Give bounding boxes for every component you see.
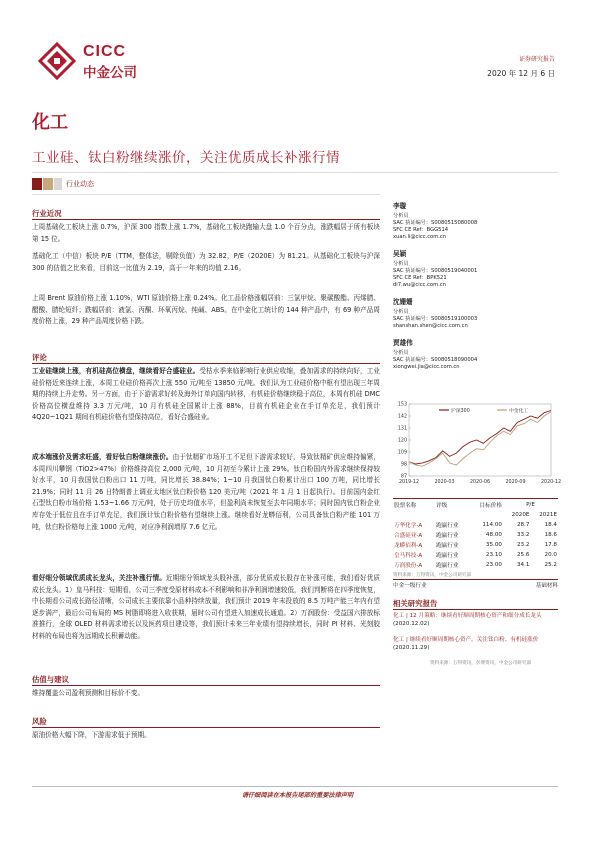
- analyst-role: 分析员: [393, 309, 409, 315]
- comment-p2-body: 由于钛精矿市场开工不足但下游需求较好，导致钛精矿供应维持偏紧，本周四川攀钢（TiO2>47%）价格维持高位 2,000 元/吨，10 月初至今累计上涨 29%。钛白粉国内外需求继续保持较好水平，10 月我国钛白粉出口 11 万吨，同比增长 38.84%；1~10 月我国钛白粉累计出口 100 万吨，同比增长 21.9%；同时 11 月 26 日特朗普上调亚太地区钛白粉价格 120 美元/吨（2021 年 1 月 1 日起执行）。目前国内金红石型钛白粉市场价格 1.53~1.66 万元/吨，处于历史均值水平，但盈利尚未恢复至去年同期水平；同时国内钛白粉企业库存处于低位且在手订单充足，我们预计钛白粉价格有望继续上涨。继续看好龙蟒佰利，公司具备钛白粉产能 101 万吨，钛白粉价格每上涨 1000 元/吨，对应净利润增厚 7.6 亿元。: [32, 453, 380, 531]
- table-year-row: [393, 510, 558, 520]
- comment-paragraph-2: [32, 452, 380, 533]
- y-tick-label: 98: [400, 462, 407, 468]
- stock-target: 114.00: [482, 522, 502, 528]
- risk-title: 风险: [32, 717, 47, 726]
- analyst-email[interactable]: di7.wu@cicc.com.cn: [393, 282, 446, 288]
- industry-value: 基础材料: [535, 583, 558, 589]
- x-tick-label: 2019-12: [398, 480, 420, 485]
- stock-rating: 跑赢行业: [436, 523, 459, 529]
- overview-paragraph-2: 基础化工（中信）板块 P/E（TTM，整体法，剔除负值）为 32.82，P/E（2020E）为 81.21。从基础化工板块与沪深 300 的估值之比来看，目前这一比值为 2.19，高于一年来的均值 2.16。: [32, 252, 380, 272]
- stock-target: 23.00: [485, 562, 502, 568]
- y-tick-label: 153: [397, 402, 407, 408]
- comment-paragraph-3: [32, 573, 380, 643]
- tag-blocks: [32, 178, 62, 190]
- report-type: 证券研究报告: [518, 56, 555, 63]
- stock-rating: 跑赢行业: [436, 553, 459, 559]
- comment-p2-lead: 成本端涨价及需求旺盛，看好钛白粉继续涨价。: [32, 453, 173, 461]
- related-item-date: (2020.12.02): [393, 621, 430, 627]
- analyst-sac: SAC 执证编号：S0080515080008: [393, 220, 478, 226]
- stock-rating: 跑赢行业: [436, 563, 459, 569]
- industry-row: [393, 579, 558, 589]
- industry-label: 中金一级行业: [393, 583, 427, 589]
- valuation-paragraph: 维持覆盖公司盈利预测和目标价不变。: [32, 689, 145, 697]
- legend-label: 沪深300: [451, 408, 470, 414]
- overview-paragraph-3: 上周 Brent 原油价格上涨 1.10%，WTI 原油价格上涨 0.24%。化工品价格涨幅居前：三氯甲烷、聚碳酸酯、丙烯腈、醋酸、腈纶短纤；跌幅居前：液氯、丙酮、环氧丙烷、纯碱、ABS。在中金化工统计的 144 种产品中，有 69 种产品周度价格上涨，29 种产品周度价格下跌。: [32, 294, 380, 326]
- y-tick-label: 87: [400, 474, 407, 480]
- analyst-name: 吴颖: [393, 250, 407, 258]
- report-tag: 行业动态: [66, 180, 94, 188]
- stock-rating: 跑赢行业: [436, 543, 459, 549]
- stock-rating: 跑赢行业: [436, 533, 459, 539]
- analyst-name: 贾雄伟: [393, 339, 413, 347]
- stock-pe-2021: 25.2: [544, 562, 557, 568]
- table-header-rating: 评级: [436, 503, 448, 509]
- y-tick-label: 142: [397, 414, 407, 420]
- table-header-target: 目标价格: [479, 503, 502, 509]
- title-rule: [32, 172, 558, 173]
- report-date: 2020 年 12 月 6 日: [487, 69, 555, 78]
- table-row[interactable]: [393, 560, 558, 570]
- x-tick-label: 2020-12: [540, 480, 562, 485]
- related-item-text[interactable]: 化工 | 继续看好顺周期核心资产，关注钛白粉、有机硅涨价: [393, 637, 539, 643]
- risk-paragraph: 原油价格大幅下降，下游需求低于预期。: [32, 731, 151, 739]
- comment-p1-body: 受枯水季来临影响行业供应收缩，叠加需求的持续向好，工业硅价格近来连续上涨，本周工业硅价格再次上涨 550 元/吨至 13850 元/吨。我们认为工业硅价格中枢有望出现三年周期的持续上升走势。另一方面，由于下游需求好转及海外订单向国内转移，有机硅价格继续稳于高位，本周有机硅 DMC 价格高位横盘维持 3.3 万元/吨，10 月有机硅全国累计上涨 88%，目前有机硅企业在手订单充足，我们预计 4Q20~1Q21 期间有机硅价格有望保持高位，看好合盛硅业。: [32, 367, 381, 422]
- footer-rule: [32, 786, 558, 787]
- analyst-role: 分析员: [393, 261, 409, 267]
- y-tick-label: 120: [397, 438, 407, 444]
- company-logo: [38, 42, 168, 80]
- table-row[interactable]: [393, 530, 558, 540]
- analyst-role: 分析员: [393, 213, 409, 219]
- comment-paragraph-1: [32, 366, 380, 424]
- analyst-role: 分析员: [393, 350, 409, 356]
- valuation-rule: [32, 685, 380, 686]
- analyst-name: 李璇: [393, 202, 407, 210]
- table-source: 资料来源：万得资讯，中金公司研究部: [393, 573, 472, 578]
- x-tick-label: 2020-09: [505, 480, 526, 485]
- stock-pe-2021: 18.4: [544, 522, 557, 528]
- headline: 工业硅、钛白粉继续涨价，关注优质成长补涨行情: [32, 150, 340, 166]
- stock-target: 48.00: [485, 532, 502, 538]
- analyst-card: [393, 337, 477, 371]
- related-item[interactable]: [393, 612, 558, 628]
- overview-rule: [32, 219, 380, 220]
- analyst-sac: SAC 执证编号：S0080518090004: [393, 357, 478, 363]
- tag-rule: [32, 194, 380, 195]
- comment-title: 评论: [32, 353, 47, 362]
- stock-name[interactable]: 龙蟒佰利-A: [394, 543, 423, 549]
- line-chart: [393, 398, 562, 488]
- stock-target: 35.00: [485, 542, 502, 548]
- related-source: 资料来源：万得资讯，彭博资讯，中金公司研究部: [430, 661, 532, 666]
- table-header-name: 股票名称: [394, 503, 417, 509]
- logo-cn: 中金公司: [83, 65, 137, 81]
- analyst-sfc: SFC CE Ref：BGG514: [393, 227, 449, 233]
- stock-target: 23.10: [485, 552, 502, 558]
- chart-frame: [409, 404, 551, 476]
- comment-p1-lead: 工业硅继续上涨，有机硅高位横盘，继续看好合盛硅业。: [32, 367, 200, 375]
- analyst-email[interactable]: xiongwei.jia@cicc.com.cn: [393, 364, 460, 370]
- comment-p3-lead: 看好细分领域优质成长龙头，关注补涨行情。: [32, 574, 166, 582]
- stock-name[interactable]: 万华化学-A: [394, 523, 423, 529]
- y-tick-label: 131: [397, 426, 407, 432]
- series-line-1: [409, 412, 551, 467]
- stock-pe-2020: 25.6: [516, 552, 530, 558]
- table-year-2021: 2021E: [539, 512, 557, 518]
- risk-rule: [32, 727, 380, 728]
- related-rule: [393, 609, 558, 610]
- stock-table: [393, 500, 558, 589]
- analyst-email[interactable]: xuan.li@cicc.com.cn: [393, 234, 447, 240]
- comment-rule: [32, 363, 380, 364]
- stock-pe-2021: 18.6: [544, 532, 557, 538]
- comment-p3-body: 近期细分领域龙头股补涨，部分优质成长股存在补涨可能，我们看好优质成长龙头。1）皇马科技：短期看，公司三季度受原材料成本不利影响和非净利润增速较低，我们判断将在四季度恢复，中长期看公司成长路径清晰，公司成长主要依靠小品种持续放量，我们预计 2019 年末投放的 8.5 万吨产能三年内有望逐步满产，最后公司布局的 MS 树脂即将进入收获期，届时公司有望进入加速成长通道。2）万润股份：受益国六排放标准推行，全球 OLED 材料需求增长以及医药项目建设等，我们预计未来三年业绩有望持续增长，同时 PI 材料、光刻胶材料的布局也将为远期成长积蓄动能。: [32, 574, 381, 640]
- related-title: 相关研究报告: [393, 599, 438, 608]
- series-line-0: [409, 411, 551, 465]
- analyst-name: 沈姗姗: [393, 298, 413, 306]
- table-row[interactable]: [393, 540, 558, 550]
- table-row[interactable]: [393, 520, 558, 530]
- analyst-card: [393, 248, 477, 289]
- stock-name[interactable]: 皇马科技-A: [394, 553, 423, 559]
- x-tick-label: 2020-03: [434, 480, 455, 485]
- performance-chart: [393, 398, 562, 488]
- analyst-email[interactable]: shanshan.shen@cicc.com.cn: [393, 323, 468, 329]
- cicc-logo-icon: [38, 42, 76, 80]
- stock-pe-2021: 20.0: [544, 552, 557, 558]
- related-item-date: (2020.11.29): [393, 645, 430, 651]
- table-year-2020: 2020E: [511, 512, 530, 518]
- stock-pe-2020: 33.2: [516, 532, 530, 538]
- footer-disclaimer: 请仔细阅读在本报告尾部的重要法律声明: [241, 792, 354, 799]
- stock-name[interactable]: 万润股份-A: [394, 563, 423, 569]
- table-header-pe: P/E: [526, 502, 535, 508]
- analyst-sac: SAC 执证编号：S0080519100003: [393, 316, 478, 322]
- valuation-title: 估值与建议: [32, 675, 69, 684]
- stock-pe-2021: 17.8: [544, 542, 557, 548]
- related-item[interactable]: [393, 636, 558, 652]
- sector-title: 化工: [32, 112, 68, 133]
- logo-en: CICC: [83, 43, 127, 60]
- table-top-rule: [393, 498, 558, 499]
- y-tick-label: 109: [397, 450, 407, 456]
- stock-pe-2020: 23.2: [516, 542, 530, 548]
- related-item-text[interactable]: 化工 | 12 月策略：继续看好顺周期核心资产和细分成长龙头: [393, 613, 542, 619]
- stock-pe-2020: 28.7: [516, 522, 530, 528]
- analyst-sac: SAC 执证编号：S0080519040001: [393, 268, 478, 274]
- x-tick-label: 2020-06: [469, 480, 491, 485]
- overview-title: 行业近况: [32, 209, 62, 218]
- table-row[interactable]: [393, 550, 558, 560]
- legend-label: 中金化工: [509, 408, 529, 414]
- stock-pe-2020: 34.1: [516, 562, 530, 568]
- analyst-card: [393, 200, 477, 241]
- overview-paragraph-1: 上周基础化工板块上涨 0.7%，沪深 300 指数上涨 1.7%，基础化工板块跑输大盘 1.0 个百分点，涨跌幅居于所有板块第 15 位。: [32, 223, 380, 243]
- stock-name[interactable]: 合盛硅业-A: [394, 533, 423, 539]
- analyst-card: [393, 296, 477, 330]
- analyst-sfc: SFC CE Ref：BPK521: [393, 275, 447, 281]
- table-header-row: [393, 500, 558, 510]
